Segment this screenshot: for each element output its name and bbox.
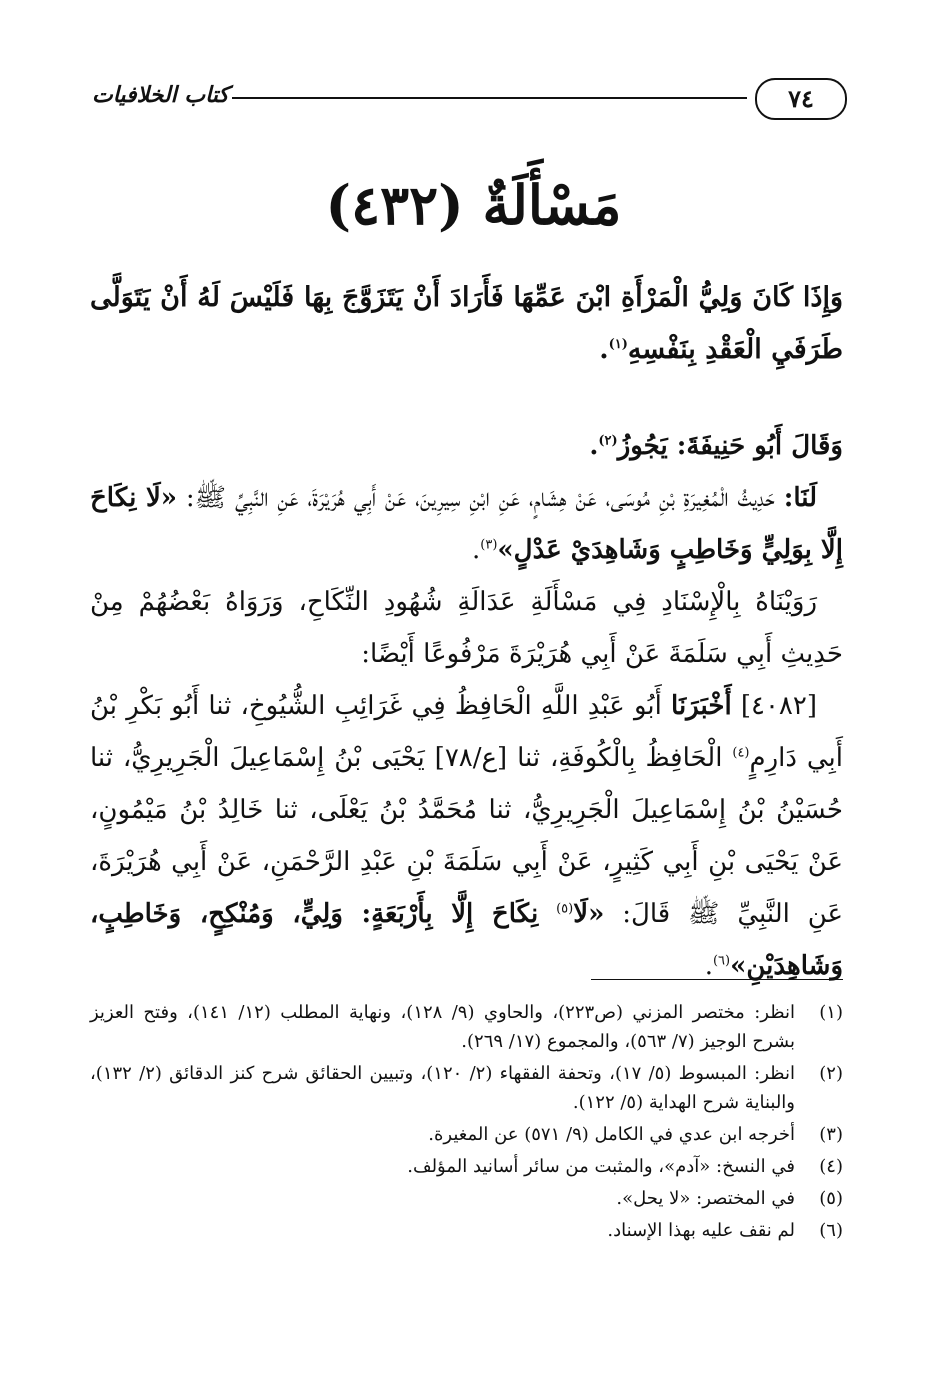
rawaynah-paragraph: [90, 576, 843, 680]
footnote-ref-3: (٣): [480, 537, 498, 553]
footnote-number: (٢): [819, 1063, 843, 1084]
footnote: [90, 1120, 843, 1149]
footnote-text: لم نقف عليه بهذا الإسناد.: [607, 1220, 795, 1241]
footnote: [90, 1216, 843, 1245]
evidence-paragraph: [90, 472, 843, 576]
footnote-text: انظر: المبسوط (٥/ ١٧)، وتحفة الفقهاء (٢/ ١٢٠)، وتبيين الحقائق شرح كنز الدقائق (٢/ ١٣٢)، والبناية شرح الهداية (٥/ ١٢٢).: [90, 1063, 795, 1113]
issue-title: مَسْأَلَةٌ (٤٣٢): [325, 173, 622, 237]
footnote-text: في المختصر: «لا يحل».: [616, 1188, 795, 1209]
hanafi-opinion: [90, 420, 843, 472]
issue-statement-text: وَإِذَا كَانَ وَلِيُّ الْمَرْأَةِ ابْنَ عَمِّهَا فَأَرَادَ أَنْ يَتَزَوَّجَ بِهَا فَلَيْسَ لَهُ أَنْ يَتَوَلَّى طَرَفَيِ الْعَقْدِ بِنَفْسِهِ: [90, 282, 843, 365]
lana-end: .: [472, 535, 481, 565]
footnotes: [90, 998, 843, 1248]
lana-text: حَدِيثُ الْمُغِيرَةِ بْنِ مُوسَى، عَنْ هِشَامٍ، عَنِ ابْنِ سِيرِينَ، عَنْ أَبِي هُرَيْرَةَ، عَنِ النَّبِيِّ ﷺ:: [185, 483, 775, 513]
footnote: [90, 1059, 843, 1117]
hanafi-end: .: [589, 431, 599, 461]
footnote-number: (٥): [819, 1188, 843, 1209]
quote-open: «لَا: [573, 899, 605, 929]
quote-rest: نِكَاحَ إِلَّا بِأَرْبَعَةٍ: وَلِيٍّ، وَمُنْكِحٍ، وَخَاطِبٍ، وَشَاهِدَيْنِ»: [90, 899, 843, 981]
footnote-separator: [591, 979, 843, 980]
main-text: [90, 272, 843, 992]
footnote-number: (٣): [819, 1124, 843, 1145]
isnad-part-2: الْحَافِظُ بِالْكُوفَةِ، ثنا [ع/٧٨] يَحْيَى بْنُ إِسْمَاعِيلَ الْجَرِيرِيُّ، ثنا حُسَيْنُ بْنُ إِسْمَاعِيلَ الْجَرِيرِيُّ، ثنا مُحَمَّدُ بْنُ يَعْلَى، ثنا خَالِدُ بْنُ مَيْمُونٍ، عَنْ يَحْيَى بْنِ أَبِي كَثِيرٍ، عَنْ أَبِي سَلَمَةَ بْنِ عَبْدِ الرَّحْمَنِ، عَنْ أَبِي هُرَيْرَةَ، عَنِ النَّبِيِّ ﷺ قَالَ:: [90, 743, 844, 929]
header-rule: [232, 97, 747, 99]
footnote-text: انظر: مختصر المزني (ص٢٢٣)، والحاوي (٩/ ١٢٨)، ونهاية المطلب (١٢/ ١٤١)، وفتح العزيز بشرح الوجيز (٧/ ٥٦٣)، والمجموع (١٧/ ٢٦٩).: [90, 1002, 795, 1052]
footnote-number: (٦): [819, 1220, 843, 1241]
isnad-part-1: أَبُو عَبْدِ اللَّهِ الْحَافِظُ فِي غَرَائِبِ الشُّيُوخِ، ثنا أَبُو بَكْرِ بْنُ أَبِي دَارِمٍ: [90, 691, 843, 773]
rawaynah-text: رَوَيْنَاهُ بِالْإِسْنَادِ فِي مَسْأَلَةِ عَدَالَةِ شُهُودِ النِّكَاحِ، وَرَوَاهُ بَعْضُهُمْ مِنْ حَدِيثِ أَبِي سَلَمَةَ عَنْ أَبِي هُرَيْرَةَ مَرْفُوعًا أَيْضًا:: [90, 587, 843, 669]
lana-label: لَنَا:: [783, 483, 818, 513]
footnote-ref-2: (٢): [598, 433, 618, 449]
footnote-text: أخرجه ابن عدي في الكامل (٩/ ٥٧١) عن المغيرة.: [428, 1124, 795, 1145]
footnote: [90, 998, 843, 1056]
hadith-quote: «لَا نِكَاحَ إِلَّا بِوَلِيٍّ وَخَاطِبٍ وَشَاهِدَيْ عَدْلٍ»: [90, 483, 843, 565]
footnote-text: في النسخ: «آدم»، والمثبت من سائر أسانيد المؤلف.: [407, 1156, 795, 1177]
akhbarana: أَخْبَرَنَا: [671, 691, 732, 721]
hadith-end: .: [704, 951, 713, 981]
footnote-ref-1: (١): [608, 337, 628, 352]
hadith-number: [٤٠٨٢]: [740, 691, 818, 721]
footnote-number: (١): [819, 1002, 843, 1023]
book-title: كتاب الخلافيات: [92, 82, 229, 108]
page-header: [92, 78, 847, 118]
paragraph-gap: [90, 376, 843, 420]
footnote-ref-4: (٤): [732, 745, 750, 761]
footnote-ref-6: (٦): [712, 953, 731, 969]
footnote: [90, 1152, 843, 1181]
issue-statement: [90, 272, 843, 376]
hadith-paragraph: [90, 680, 843, 992]
footnote-number: (٤): [819, 1156, 843, 1177]
page-number-badge: ٧٤: [755, 78, 847, 120]
hanafi-opinion-text: وَقَالَ أَبُو حَنِيفَةَ: يَجُوزُ: [617, 431, 843, 461]
footnote: [90, 1184, 843, 1213]
footnote-ref-5: (٥): [556, 901, 574, 917]
lead-end: .: [599, 334, 609, 365]
